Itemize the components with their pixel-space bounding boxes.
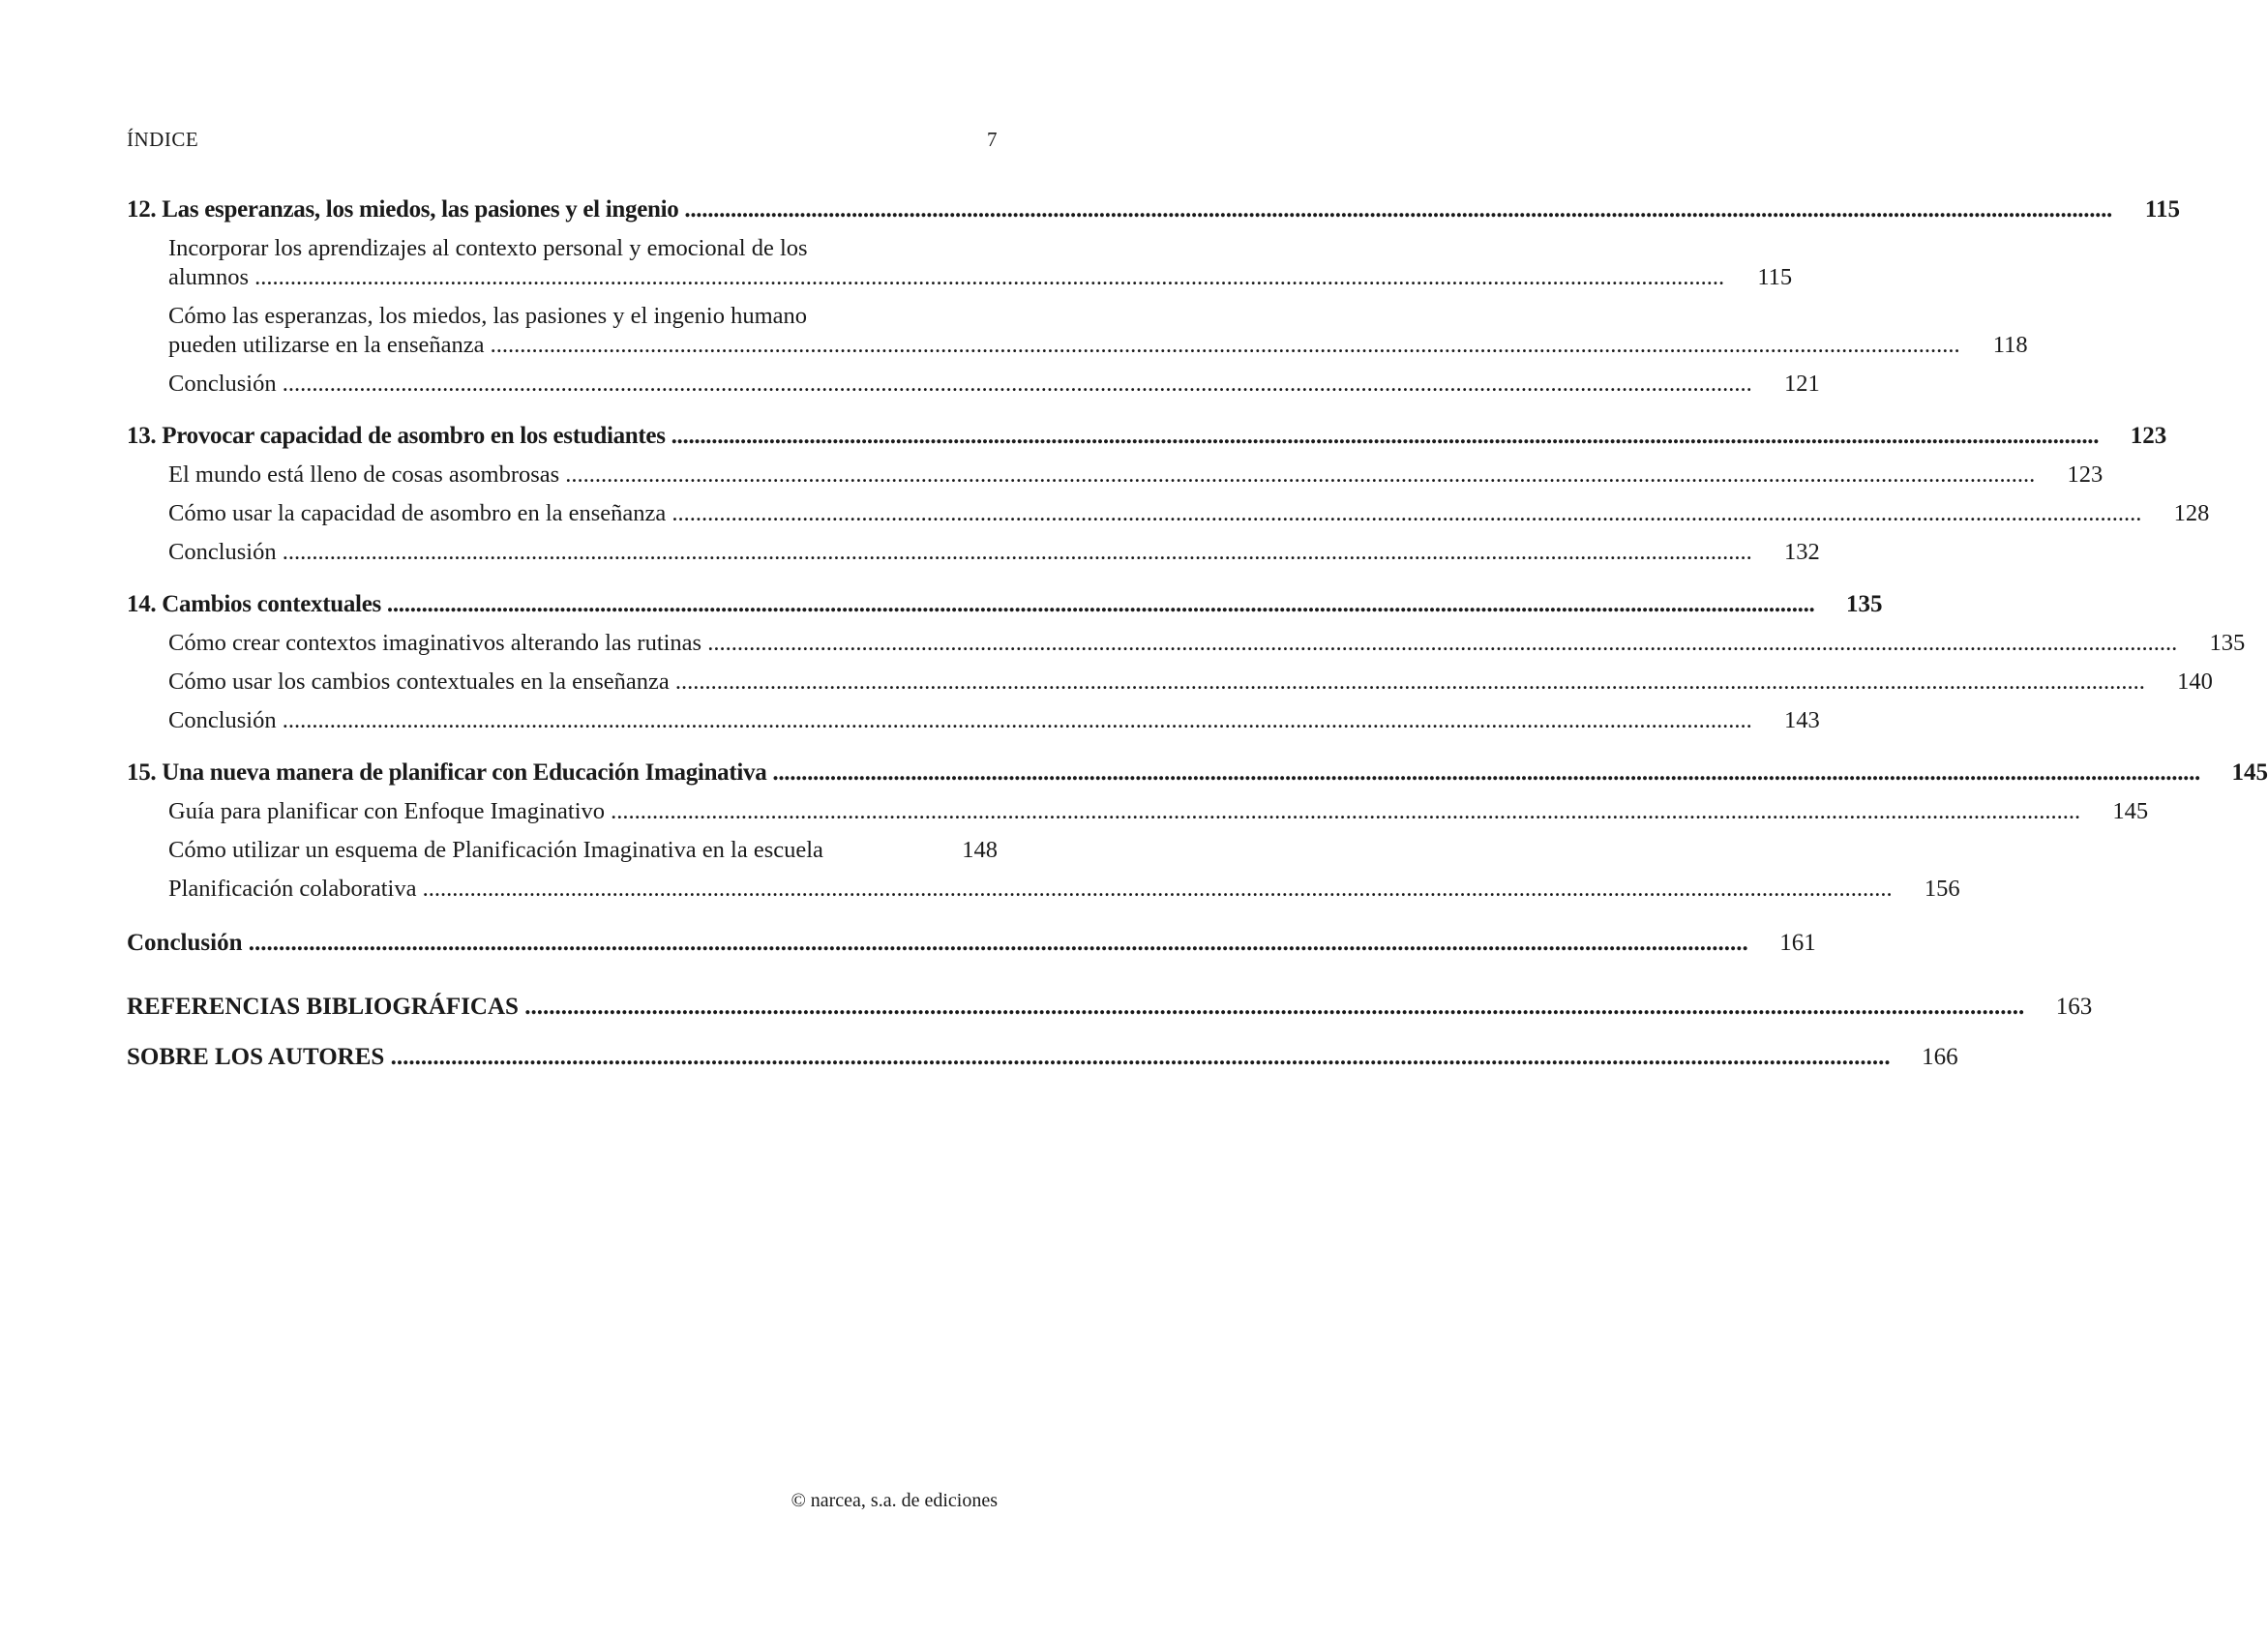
toc-page-number: 143 [1784,707,1820,733]
toc-conclusion[interactable] [127,929,1816,958]
toc-section[interactable] [127,461,2104,490]
toc-chapter-title: 13. Provocar capacidad de asombro en los estudiantes ..... [127,423,2099,449]
toc-page-number: 148 [962,837,998,863]
toc-page-number: 118 [1992,332,2028,358]
toc-page-number: 115 [1757,264,1793,290]
page-number: 7 [987,128,998,151]
toc-section-title-line1: Incorporar los aprendizajes al contexto personal y emocional de los [168,235,808,261]
toc-section-title: Conclusión ..... [168,371,1752,397]
toc-section[interactable] [127,370,1820,399]
toc-section-title: El mundo está lleno de cosas asombrosas ..... [168,461,2035,488]
toc-section-title: Cómo usar la capacidad de asombro en la enseñanza ..... [168,500,2141,526]
toc-page-number: 163 [2055,994,2093,1020]
toc-page-number: 128 [2173,500,2210,526]
toc-chapter-13[interactable] [127,422,2167,451]
toc-section-title: Planificación colaborativa ..... [168,876,1893,902]
toc-section-title: Conclusión ..... [168,707,1752,733]
toc-section[interactable] [127,499,2210,528]
toc-page-number: 135 [1846,591,1883,617]
toc-chapter-title: 15. Una nueva manera de planificar con Educación Imaginativa ..... [127,759,2200,786]
toc-section[interactable] [127,836,998,865]
toc-section[interactable] [127,706,1820,735]
toc-conclusion-title: Conclusión ..... [127,930,1748,956]
toc-chapter-15[interactable] [127,759,2268,788]
toc-references[interactable] [127,993,2093,1022]
table-of-contents [127,195,2268,1072]
toc-section[interactable] [127,629,2246,658]
running-header-title: ÍNDICE [127,128,199,151]
toc-page-number: 140 [2177,669,2213,695]
toc-section[interactable] [127,797,2149,826]
toc-page-number: 135 [2209,630,2246,656]
toc-section-title: Cómo utilizar un esquema de Planificación Imaginativa en la escuela [168,837,823,863]
toc-page-number: 145 [2231,759,2268,786]
toc-section-title: Cómo usar los cambios contextuales en la enseñanza ..... [168,669,2145,695]
toc-authors[interactable] [127,1043,1958,1072]
toc-chapter-title: 14. Cambios contextuales ..... [127,591,1815,617]
toc-section[interactable] [127,538,1820,567]
toc-section-title-line2: pueden utilizarse en la enseñanza ..... [168,331,1960,360]
toc-section[interactable] [127,302,2028,360]
toc-page-number: 156 [1924,876,1960,902]
toc-chapter-14[interactable] [127,590,1883,619]
toc-page-number: 115 [2144,196,2181,223]
toc-chapter-12[interactable] [127,195,2181,224]
toc-authors-title: SOBRE LOS AUTORES ..... [127,1044,1891,1070]
toc-section[interactable] [127,668,2213,697]
copyright-footer: © narcea, s.a. de ediciones [791,1490,998,1511]
toc-section-title: Cómo crear contextos imaginativos alterando las rutinas ..... [168,630,2177,656]
toc-page-number: 123 [2067,461,2104,488]
toc-chapter-title: 12. Las esperanzas, los miedos, las pasiones y el ingenio ..... [127,196,2112,223]
toc-section-title: Conclusión ..... [168,539,1752,565]
toc-page-number: 166 [1922,1044,1958,1070]
toc-page-number: 132 [1784,539,1820,565]
toc-section[interactable] [127,875,1960,904]
toc-page-number: 161 [1779,930,1816,956]
toc-page-number: 145 [2112,798,2149,824]
toc-section-title-line1: Cómo las esperanzas, los miedos, las pasiones y el ingenio humano [168,303,808,329]
toc-page-number: 123 [2130,423,2167,449]
toc-section-title-line2: alumnos ..... [168,263,1724,292]
toc-section-title: Guía para planificar con Enfoque Imaginativo ..... [168,798,2080,824]
toc-page-number: 121 [1784,371,1820,397]
toc-section[interactable] [127,234,1793,292]
toc-references-title: REFERENCIAS BIBLIOGRÁFICAS ..... [127,994,2024,1020]
